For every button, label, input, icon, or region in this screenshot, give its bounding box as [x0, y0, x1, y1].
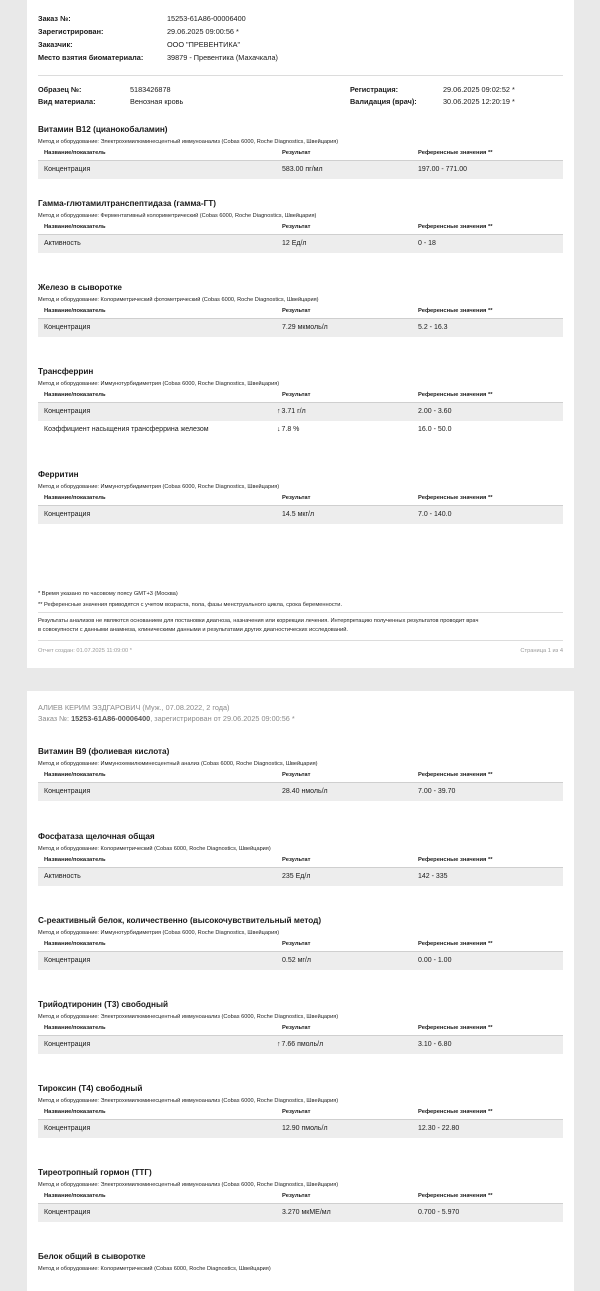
registration-value: 29.06.2025 09:02:52 *	[443, 85, 515, 94]
result-value: 7.8 %	[281, 426, 300, 433]
column-reference-header: Референсные значения **	[418, 941, 493, 947]
test-title: Витамин B9 (фолиевая кислота)	[38, 747, 170, 756]
reference-value: 0.700 - 5.970	[418, 1209, 460, 1216]
material-value: Венозная кровь	[130, 97, 184, 106]
column-name-header: Название/показатель	[44, 150, 106, 156]
page-number: Страница 1 из 4	[520, 648, 563, 654]
indicator-name: Концентрация	[44, 324, 91, 331]
column-reference-header: Референсные значения **	[418, 224, 493, 230]
result-value: 0.52 мг/л	[282, 957, 311, 964]
column-result-header: Результат	[282, 150, 311, 156]
arrow-up-icon: ↑	[277, 408, 281, 415]
result-cell	[282, 240, 307, 247]
reference-value: 7.0 - 140.0	[418, 511, 452, 518]
column-reference-header: Референсные значения **	[418, 495, 493, 501]
test-section	[38, 1083, 563, 1138]
biomaterial-place-label: Место взятия биоматериала:	[38, 53, 144, 62]
test-method: Метод и оборудование: Колориметрический (Cobas 6000, Roche Diagnostics, Швейцария)	[38, 846, 271, 852]
column-reference-header: Референсные значения **	[418, 392, 493, 398]
test-title: Фосфатаза щелочная общая	[38, 832, 155, 841]
table-header	[38, 147, 563, 161]
test-title: Белок общий в сыворотке	[38, 1252, 146, 1261]
result-cell	[282, 511, 314, 518]
test-section	[38, 915, 563, 970]
result-value: 7.29 мкмоль/л	[282, 324, 328, 331]
result-cell	[282, 957, 311, 964]
column-result-header: Результат	[282, 772, 311, 778]
table-row	[38, 161, 563, 179]
test-section	[38, 1251, 563, 1274]
table-row	[38, 868, 563, 886]
table-row	[38, 403, 563, 421]
column-result-header: Результат	[282, 308, 311, 314]
test-method: Метод и оборудование: Колориметрический (Cobas 6000, Roche Diagnostics, Швейцария)	[38, 1266, 271, 1272]
registration-label: Регистрация:	[350, 85, 399, 94]
test-title: Тиреотропный гормон (ТТГ)	[38, 1168, 152, 1177]
table-header	[38, 769, 563, 783]
column-result-header: Результат	[282, 1193, 311, 1199]
test-method: Метод и оборудование: Иммунотурбидиметрия (Cobas 6000, Roche Diagnostics, Швейцария)	[38, 381, 280, 387]
column-name-header: Название/показатель	[44, 392, 106, 398]
test-method: Метод и оборудование: Электрохемилюминесцентный иммуноанализ (Cobas 6000, Roche Diagnostics, Швейцария)	[38, 1014, 339, 1020]
test-title: Трийодтиронин (Т3) свободный	[38, 1000, 168, 1009]
validation-label: Валидация (врач):	[350, 97, 417, 106]
table-row	[38, 421, 563, 439]
column-name-header: Название/показатель	[44, 1193, 106, 1199]
test-method: Метод и оборудование: Иммунохемилюминесцентный анализ (Cobas 6000, Roche Diagnostics, Швейцария)	[38, 761, 318, 767]
result-cell	[277, 1041, 323, 1048]
divider	[38, 640, 563, 641]
column-result-header: Результат	[282, 857, 311, 863]
column-name-header: Название/показатель	[44, 308, 106, 314]
test-section	[38, 124, 563, 179]
table-row	[38, 235, 563, 253]
test-section	[38, 1167, 563, 1222]
patient-header: АЛИЕВ КЕРИМ ЭЗДГАРОВИЧ (Муж., 07.08.2022, 2 года)	[38, 703, 230, 712]
table-header	[38, 305, 563, 319]
column-reference-header: Референсные значения **	[418, 308, 493, 314]
result-cell	[282, 324, 328, 331]
column-name-header: Название/показатель	[44, 224, 106, 230]
indicator-name: Концентрация	[44, 166, 91, 173]
footnote-time: * Время указано по часовому поясу GMT+3 (Москва)	[38, 591, 178, 597]
column-name-header: Название/показатель	[44, 495, 106, 501]
column-result-header: Результат	[282, 392, 311, 398]
report-page-1	[27, 0, 574, 668]
table-row	[38, 1036, 563, 1054]
test-section	[38, 831, 563, 886]
table-row	[38, 506, 563, 524]
result-cell	[282, 1209, 331, 1216]
result-value: 14.5 мкг/л	[282, 511, 315, 518]
reference-value: 0.00 - 1.00	[418, 957, 452, 964]
table-header	[38, 221, 563, 235]
column-reference-header: Референсные значения **	[418, 1025, 493, 1031]
table-header	[38, 854, 563, 868]
test-method: Метод и оборудование: Электрохемилюминесцентный иммуноанализ (Cobas 6000, Roche Diagnostics, Швейцария)	[38, 1098, 339, 1104]
test-section	[38, 366, 563, 439]
test-title: Трансферрин	[38, 367, 94, 376]
order-number-value: 15253-61A86-00006400	[167, 14, 246, 23]
test-method: Метод и оборудование: Колориметрический фотометрический (Cobas 6000, Roche Diagnostics, Швейцария)	[38, 297, 319, 303]
test-section	[38, 198, 563, 253]
result-cell	[282, 166, 323, 173]
test-title: Витамин B12 (цианокобаламин)	[38, 125, 168, 134]
column-result-header: Результат	[282, 1109, 311, 1115]
column-name-header: Название/показатель	[44, 941, 106, 947]
test-method: Метод и оборудование: Ферментативный колориметрический (Cobas 6000, Roche Diagnostics, Швейцария)	[38, 213, 317, 219]
biomaterial-place-value: 39879 - Превентика (Махачкала)	[167, 53, 278, 62]
test-title: Тироксин (Т4) свободный	[38, 1084, 143, 1093]
reference-value: 3.10 - 6.80	[418, 1041, 452, 1048]
result-cell	[282, 873, 310, 880]
sample-number-value: 5183426878	[130, 85, 171, 94]
indicator-name: Концентрация	[44, 788, 91, 795]
order-header-prefix: Заказ №:	[38, 714, 70, 723]
test-section	[38, 999, 563, 1054]
result-value: 3.270 мкМЕ/мл	[282, 1209, 331, 1216]
column-reference-header: Референсные значения **	[418, 772, 493, 778]
result-value: 12.90 пмоль/л	[282, 1125, 328, 1132]
column-reference-header: Референсные значения **	[418, 150, 493, 156]
divider	[38, 75, 563, 76]
order-header-number: 15253-61A86-00006400	[71, 714, 151, 723]
sample-number-label: Образец №:	[38, 85, 82, 94]
reference-value: 5.2 - 16.3	[418, 324, 448, 331]
column-reference-header: Референсные значения **	[418, 1109, 493, 1115]
table-header	[38, 389, 563, 403]
result-cell	[282, 788, 328, 795]
indicator-name: Активность	[44, 240, 81, 247]
result-value: 583.00 пг/мл	[282, 166, 323, 173]
report-page-2	[27, 691, 574, 1291]
table-row	[38, 1204, 563, 1222]
result-value: 235 Ед/л	[282, 873, 311, 880]
order-number-label: Заказ №:	[38, 14, 71, 23]
test-title: Ферритин	[38, 470, 79, 479]
reference-value: 2.00 - 3.60	[418, 408, 452, 415]
test-title: Железо в сыворотке	[38, 283, 122, 292]
column-name-header: Название/показатель	[44, 857, 106, 863]
indicator-name: Коэффициент насыщения трансферрина железом	[44, 426, 209, 433]
indicator-name: Концентрация	[44, 957, 91, 964]
result-cell	[277, 426, 299, 433]
table-header	[38, 492, 563, 506]
customer-value: ООО "ПРЕВЕНТИКА"	[167, 40, 241, 49]
result-value: 28.40 нмоль/л	[282, 788, 328, 795]
order-header	[38, 714, 295, 723]
column-name-header: Название/показатель	[44, 1025, 106, 1031]
indicator-name: Концентрация	[44, 1209, 91, 1216]
result-value: 3.71 г/л	[281, 408, 306, 415]
divider	[38, 612, 563, 613]
table-header	[38, 1022, 563, 1036]
reference-value: 197.00 - 771.00	[418, 166, 468, 173]
order-header-suffix: , зарегистрирован от 29.06.2025 09:00:56 *	[150, 714, 295, 723]
table-row	[38, 952, 563, 970]
table-row	[38, 319, 563, 337]
reference-value: 16.0 - 50.0	[418, 426, 452, 433]
column-result-header: Результат	[282, 941, 311, 947]
table-header	[38, 1106, 563, 1120]
column-reference-header: Референсные значения **	[418, 857, 493, 863]
table-row	[38, 783, 563, 801]
column-name-header: Название/показатель	[44, 1109, 106, 1115]
test-method: Метод и оборудование: Электрохемилюминесцентный иммуноанализ (Cobas 6000, Roche Diagnostics, Швейцария)	[38, 1182, 339, 1188]
indicator-name: Концентрация	[44, 1125, 91, 1132]
table-header	[38, 938, 563, 952]
test-method: Метод и оборудование: Иммунотурбидиметрия (Cobas 6000, Roche Diagnostics, Швейцария)	[38, 930, 280, 936]
reference-value: 142 - 335	[418, 873, 448, 880]
material-label: Вид материала:	[38, 97, 96, 106]
report-created: Отчет создан: 01.07.2025 11:09:00 *	[38, 648, 132, 654]
result-value: 7.66 пмоль/л	[281, 1041, 324, 1048]
column-result-header: Результат	[282, 224, 311, 230]
reference-value: 12.30 - 22.80	[418, 1125, 460, 1132]
result-cell	[282, 1125, 328, 1132]
test-section	[38, 282, 563, 337]
indicator-name: Активность	[44, 873, 81, 880]
test-title: С-реактивный белок, количественно (высокочувствительный метод)	[38, 916, 322, 925]
table-header	[38, 1190, 563, 1204]
result-value: 12 Ед/л	[282, 240, 307, 247]
column-result-header: Результат	[282, 1025, 311, 1031]
registered-value: 29.06.2025 09:00:56 *	[167, 27, 239, 36]
arrow-down-icon: ↓	[277, 426, 281, 433]
disclaimer-line-1: Результаты анализов не являются основанием для постановки диагноза, назначения или коррекции лечения. Интерпретацию полученных результатов проводит врач	[38, 618, 479, 624]
validation-value: 30.06.2025 12:20:19 *	[443, 97, 515, 106]
indicator-name: Концентрация	[44, 408, 91, 415]
arrow-up-icon: ↑	[277, 1041, 281, 1048]
disclaimer-line-2: в совокупности с данными анамнеза, клиническими данными и результатами других диагностических исследований.	[38, 627, 348, 633]
test-title: Гамма-глютамилтранспептидаза (гамма-ГТ)	[38, 199, 216, 208]
customer-label: Заказчик:	[38, 40, 73, 49]
indicator-name: Концентрация	[44, 1041, 91, 1048]
table-row	[38, 1120, 563, 1138]
result-cell	[277, 408, 306, 415]
reference-value: 7.00 - 39.70	[418, 788, 456, 795]
registered-label: Зарегистрирован:	[38, 27, 104, 36]
test-method: Метод и оборудование: Иммунотурбидиметрия (Cobas 6000, Roche Diagnostics, Швейцария)	[38, 484, 280, 490]
test-method: Метод и оборудование: Электрохемилюминесцентный иммуноанализ (Cobas 6000, Roche Diagnostics, Швейцария)	[38, 139, 339, 145]
test-section	[38, 746, 563, 801]
column-result-header: Результат	[282, 495, 311, 501]
test-section	[38, 469, 563, 524]
column-reference-header: Референсные значения **	[418, 1193, 493, 1199]
indicator-name: Концентрация	[44, 511, 91, 518]
reference-value: 0 - 18	[418, 240, 436, 247]
column-name-header: Название/показатель	[44, 772, 106, 778]
footnote-reference: ** Референсные значения приводятся с учетом возраста, пола, фазы менструального цикла, срока беременности.	[38, 602, 343, 608]
